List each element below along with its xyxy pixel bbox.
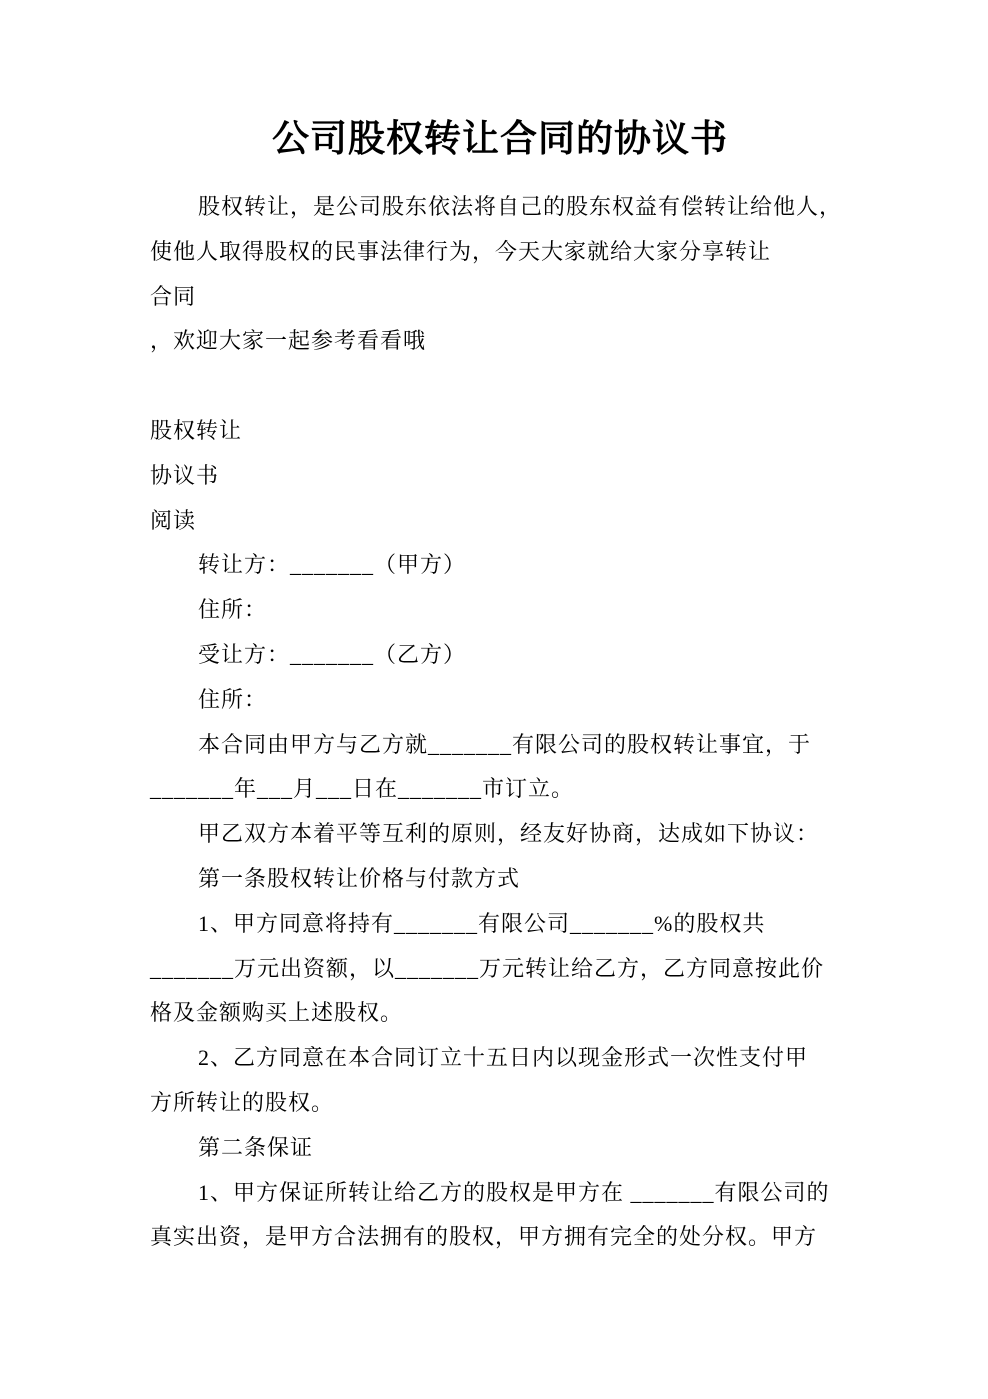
doc-line: 合同	[150, 283, 197, 309]
doc-line: 第二条保证	[198, 1134, 314, 1160]
doc-line: 股权转让，是公司股东依法将自己的股东权益有偿转让给他人，	[198, 194, 843, 219]
doc-line: 股权转让	[150, 417, 243, 443]
doc-line: 使他人取得股权的民事法律行为，今天大家就给大家分享转让	[150, 238, 772, 264]
doc-blank-line	[150, 364, 850, 409]
doc-line: 本合同由甲方与乙方就_______有限公司的股权转让事宜，于	[198, 731, 812, 757]
doc-line: 1、甲方保证所转让给乙方的股权是甲方在 _______有限公司的	[198, 1179, 830, 1205]
doc-line: 阅读	[150, 507, 197, 533]
doc-line: 真实出资，是甲方合法拥有的股权，甲方拥有完全的处分权。甲方	[150, 1224, 818, 1250]
doc-line: _______年___月___日在_______市订立。	[150, 776, 575, 802]
doc-line: 受让方：_______（乙方）	[198, 641, 467, 667]
doc-line: 转让方：_______（甲方）	[198, 552, 467, 578]
doc-line: 第一条股权转让价格与付款方式	[198, 865, 521, 891]
doc-line: 方所转让的股权。	[150, 1089, 335, 1115]
doc-line: _______万元出资额，以_______万元转让给乙方，乙方同意按此价	[150, 955, 825, 981]
document-title: 公司股权转让合同的协议书	[272, 119, 728, 160]
doc-line: 协议书	[150, 462, 220, 488]
doc-line: 1、甲方同意将持有_______有限公司_______%的股权共	[198, 910, 766, 936]
doc-line: 住所：	[198, 686, 268, 712]
doc-line: 2、乙方同意在本合同订立十五日内以现金形式一次性支付甲	[198, 1045, 809, 1071]
doc-line: 住所：	[198, 597, 268, 623]
doc-line: 甲乙双方本着平等互利的原则，经友好协商，达成如下协议：	[198, 821, 820, 847]
doc-line: 格及金额购买上述股权。	[150, 1000, 404, 1026]
document-body	[150, 185, 850, 1260]
doc-line: ，欢迎大家一起参考看看哦	[150, 328, 427, 354]
